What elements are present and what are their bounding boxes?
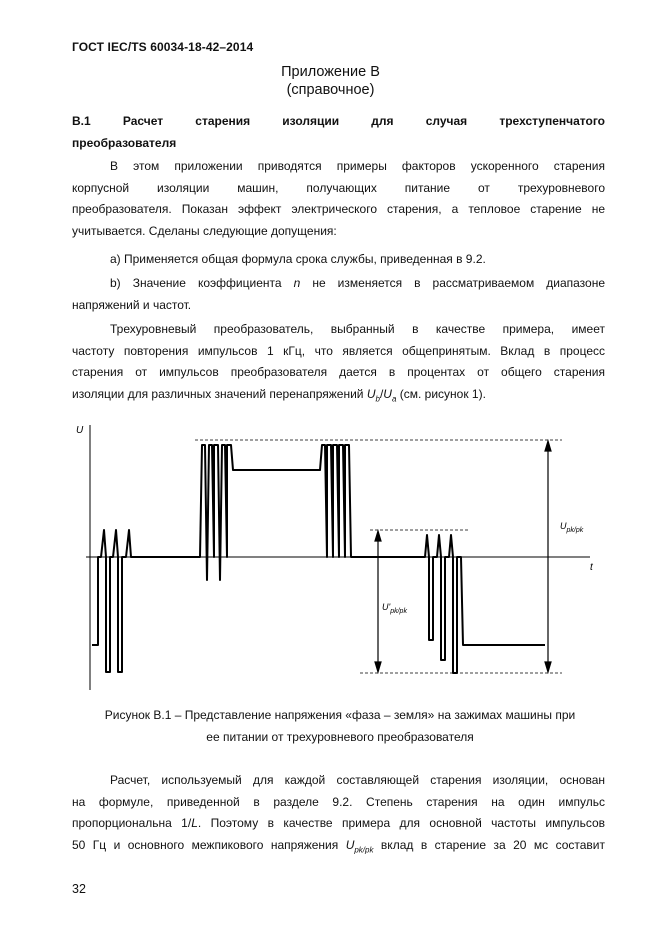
p2-l4-post: (см. рисунок 1). xyxy=(396,386,486,401)
y-axis-label: U xyxy=(76,425,84,436)
p2-l4-pre: изоляции для различных значений перенапряжений xyxy=(72,386,367,401)
paragraph-calculation-line-4 xyxy=(72,835,605,861)
upkpk-label-main: U xyxy=(560,521,567,531)
p3-l4-sub: pk/pk xyxy=(354,844,374,854)
p2-l4-sub1: b xyxy=(375,393,380,403)
page-number: 32 xyxy=(72,882,86,896)
paragraph-intro-line-4: учитывается. Сделаны следующие допущения: xyxy=(72,223,337,238)
paragraph-intro xyxy=(72,156,605,242)
paragraph-calculation-line-2: на формуле, приведенной в разделе 9.2. Степень старения на один импульс xyxy=(72,794,605,809)
assumption-b-post: не изменяется в рассматриваемом диапазоне xyxy=(300,276,605,290)
section-heading-line-2: преобразователя xyxy=(72,135,177,150)
paragraph-converter-line-4 xyxy=(72,384,605,410)
p2-l4-slash: / xyxy=(379,386,384,401)
assumption-b-var: n xyxy=(293,276,301,290)
x-axis-label: t xyxy=(590,562,593,573)
paragraph-calculation-line-1: Расчет, используемый для каждой составляющей старения изоляции, основан xyxy=(110,773,605,787)
paragraph-intro-line-1: В этом приложении приводятся примеры факторов ускоренного старения xyxy=(110,159,605,173)
appendix-title: Приложение В xyxy=(281,64,380,80)
upkpk-arrow-head-top xyxy=(545,441,551,451)
document-standard-header: ГОСТ IEC/TS 60034-18-42–2014 xyxy=(72,40,254,54)
p2-l4-sub2: a xyxy=(391,393,397,403)
assumption-b-line-2: напряжений и частот. xyxy=(72,297,192,312)
upkpk-prime-label-sub: pk/pk xyxy=(390,608,407,615)
section-heading-line-1: В.1 Расчет старения изоляции для случая трехступенчатого xyxy=(72,114,605,128)
figure-caption-line-1: Рисунок В.1 – Представление напряжения «фаза – земля» на зажимах машины при xyxy=(104,708,576,722)
p3-l3-post: . Поэтому в качестве примера для основной частоты импульсов xyxy=(197,816,605,830)
paragraph-converter-line-3: старения от импульсов преобразователя дается в процентах от общего старения xyxy=(72,365,605,379)
assumption-b xyxy=(72,273,605,316)
p3-l4-u: U xyxy=(345,837,355,852)
assumption-a-text: а) Применяется общая формула срока службы, приведенная в 9.2. xyxy=(110,252,486,266)
section-heading xyxy=(72,111,605,154)
upkpk-prime-arrow-head-bottom xyxy=(375,662,381,672)
upkpk-prime-label-main: U' xyxy=(382,602,391,612)
upkpk-prime-arrow xyxy=(375,531,381,672)
p3-l4-post: вклад в старение за 20 мс составит xyxy=(373,837,605,852)
p2-l4-u1: U xyxy=(366,386,376,401)
upkpk-label xyxy=(560,521,584,534)
p3-l3-var: L xyxy=(191,816,198,830)
paragraph-converter xyxy=(72,319,605,409)
p3-l4-pre: 50 Гц и основного межпикового напряжения xyxy=(72,837,346,852)
figure-caption-line-2: ее питании от трехуровневого преобразователя xyxy=(206,730,474,744)
waveform xyxy=(92,445,545,673)
upkpk-arrow-head-bottom xyxy=(545,662,551,672)
assumption-a xyxy=(72,249,605,271)
appendix-subtitle: (справочное) xyxy=(286,82,375,98)
voltage-waveform-figure xyxy=(0,415,661,700)
paragraph-converter-line-2: частоту повторения импульсов 1 кГц, что является общепринятым. Вклад в процесс xyxy=(72,343,605,358)
paragraph-intro-line-3: преобразователя. Показан эффект электрического старения, а тепловое старение не xyxy=(72,202,605,216)
paragraph-calculation-line-3 xyxy=(72,813,605,835)
upkpk-prime-label xyxy=(382,602,407,615)
assumption-b-pre: b) Значение коэффициента xyxy=(110,276,294,290)
waveform-trace xyxy=(92,445,545,673)
assumption-b-line-1 xyxy=(72,273,605,295)
p3-l3-pre: пропорциональна 1/ xyxy=(72,816,192,830)
upkpk-prime-arrow-head-top xyxy=(375,531,381,541)
paragraph-calculation xyxy=(72,770,605,860)
paragraph-intro-line-2: корпусной изоляции машин, получающих питание от трехуровневого xyxy=(72,180,605,195)
p2-l4-u2: U xyxy=(383,386,392,401)
upkpk-label-sub: pk/pk xyxy=(566,527,584,534)
paragraph-converter-line-1: Трехуровневый преобразователь, выбранный в качестве примера, имеет xyxy=(110,322,605,336)
